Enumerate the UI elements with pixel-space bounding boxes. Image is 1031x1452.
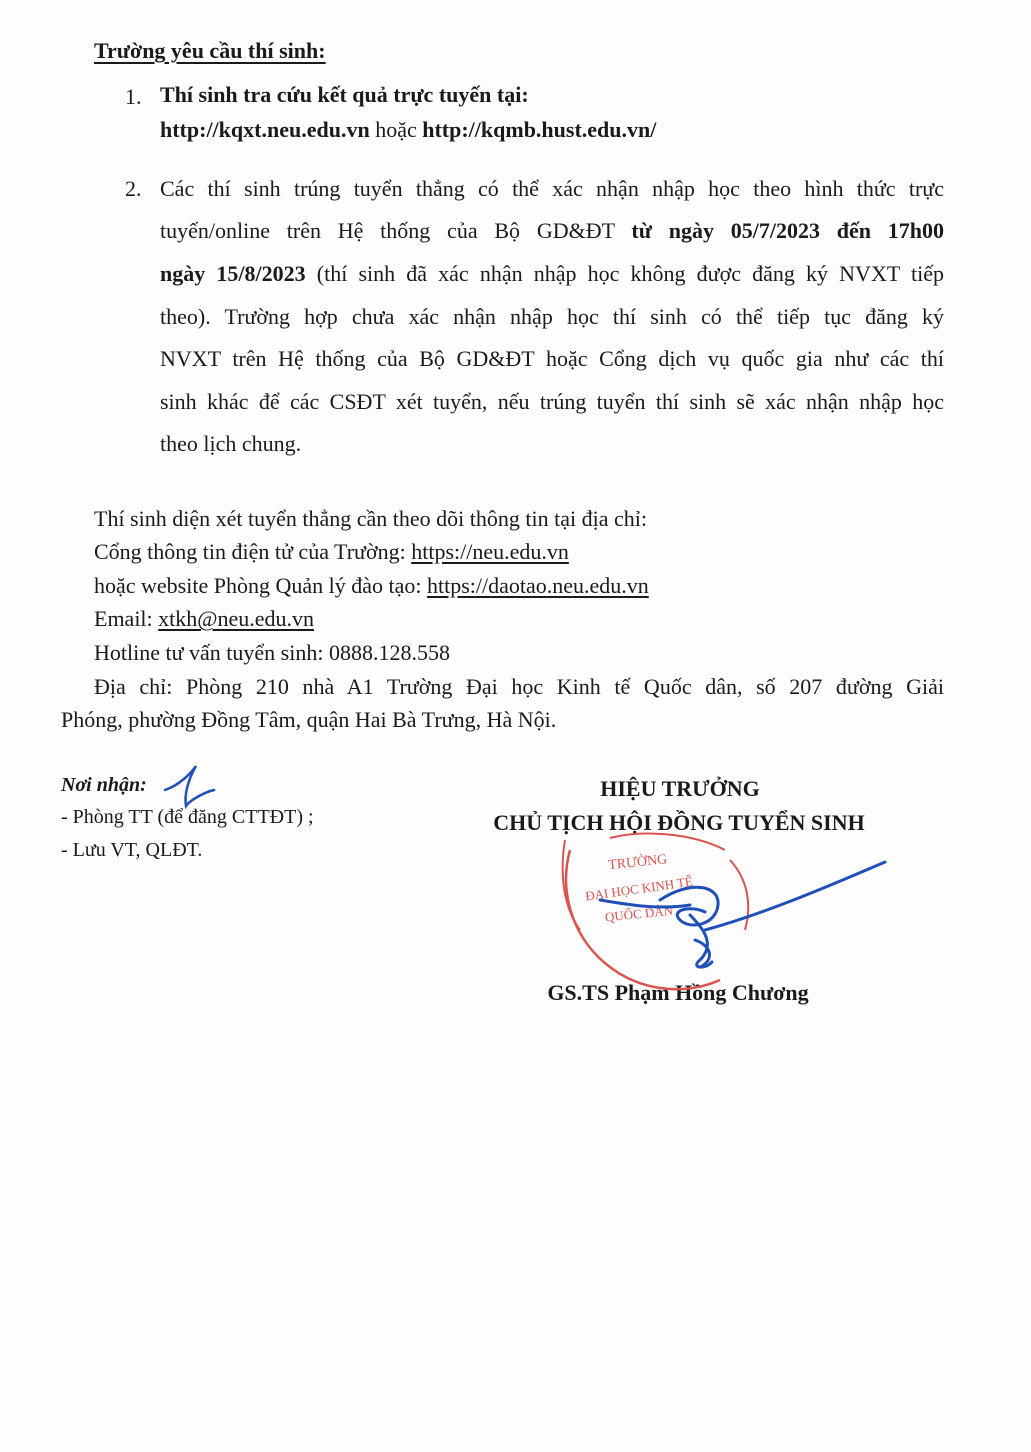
seal-text-1: TRƯỜNG [607,852,668,874]
address-line-1: Địa chỉ: Phòng 210 nhà A1 Trường Đại học Kinh tế Quốc dân, số 207 đường Giải [94,674,944,699]
item-2-line-3-text: (thí sinh đã xác nhận nhập học không được đăng ký NVXT tiếp [316,261,945,286]
address-line-2: Phóng, phường Đồng Tâm, quận Hai Bà Trưng, Hà Nội. [61,707,557,732]
connector-text: hoặc [375,117,417,142]
official-seal [563,834,749,990]
item-2-line-6: sinh khác để các CSĐT xét tuyển, nếu trúng tuyển thí sinh sẽ xác nhận nhập học [160,389,944,414]
seal-text-2: ĐẠI HỌC KINH TẾ [584,873,694,904]
section-heading: Trường yêu cầu thí sinh: [94,38,326,63]
contact-intro: Thí sinh diện xét tuyển thẳng cần theo dõi thông tin tại địa chỉ: [94,506,647,531]
item-2-deadline-end: ngày 15/8/2023 [160,261,306,286]
portal-link[interactable]: https://neu.edu.vn [411,539,569,564]
hotline-line: Hotline tư vấn tuyển sinh: 0888.128.558 [94,640,450,665]
signer-title-1: HIỆU TRƯỞNG [600,776,760,801]
initial-signature-mark [165,766,214,806]
item-2-deadline-start: từ ngày 05/7/2023 đến 17h00 [631,218,944,243]
email-label: Email: [94,606,153,631]
item-2-line-5: NVXT trên Hệ thống của Bộ GD&ĐT hoặc Cổng dịch vụ quốc gia như các thí [160,346,944,371]
email-link[interactable]: xtkh@neu.edu.vn [158,606,315,631]
training-link[interactable]: https://daotao.neu.edu.vn [427,573,649,598]
item-2-line-7: theo lịch chung. [160,431,302,456]
signer-name: GS.TS Phạm Hồng Chương [547,980,809,1005]
result-link-hust[interactable]: http://kqmb.hust.edu.vn/ [422,117,657,142]
recipients-title: Nơi nhận: [61,774,147,796]
item-2-line-1: Các thí sinh trúng tuyển thẳng có thể xác nhận nhập học theo hình thức trực [160,176,944,201]
item-1-number: 1. [125,84,142,109]
item-1-lead: Thí sinh tra cứu kết quả trực tuyến tại: [160,82,529,107]
item-2-number: 2. [125,176,142,201]
portal-label: Cổng thông tin điện tử của Trường: [94,539,406,564]
seal-text-3: QUỐC DÂN [604,902,674,925]
recipient-item-2: - Lưu VT, QLĐT. [61,839,203,861]
item-2-line-2-text: tuyến/online trên Hệ thống của Bộ GD&ĐT [160,218,615,243]
recipient-item-1: - Phòng TT (để đăng CTTĐT) ; [61,806,314,828]
item-2-line-4: theo). Trường hợp chưa xác nhận nhập học thí sinh có thể tiếp tục đăng ký [160,304,944,329]
training-label: hoặc website Phòng Quản lý đào tạo: [94,573,422,598]
result-link-neu[interactable]: http://kqxt.neu.edu.vn [160,117,370,142]
signer-title-2: CHỦ TỊCH HỘI ĐỒNG TUYỂN SINH [493,810,865,835]
